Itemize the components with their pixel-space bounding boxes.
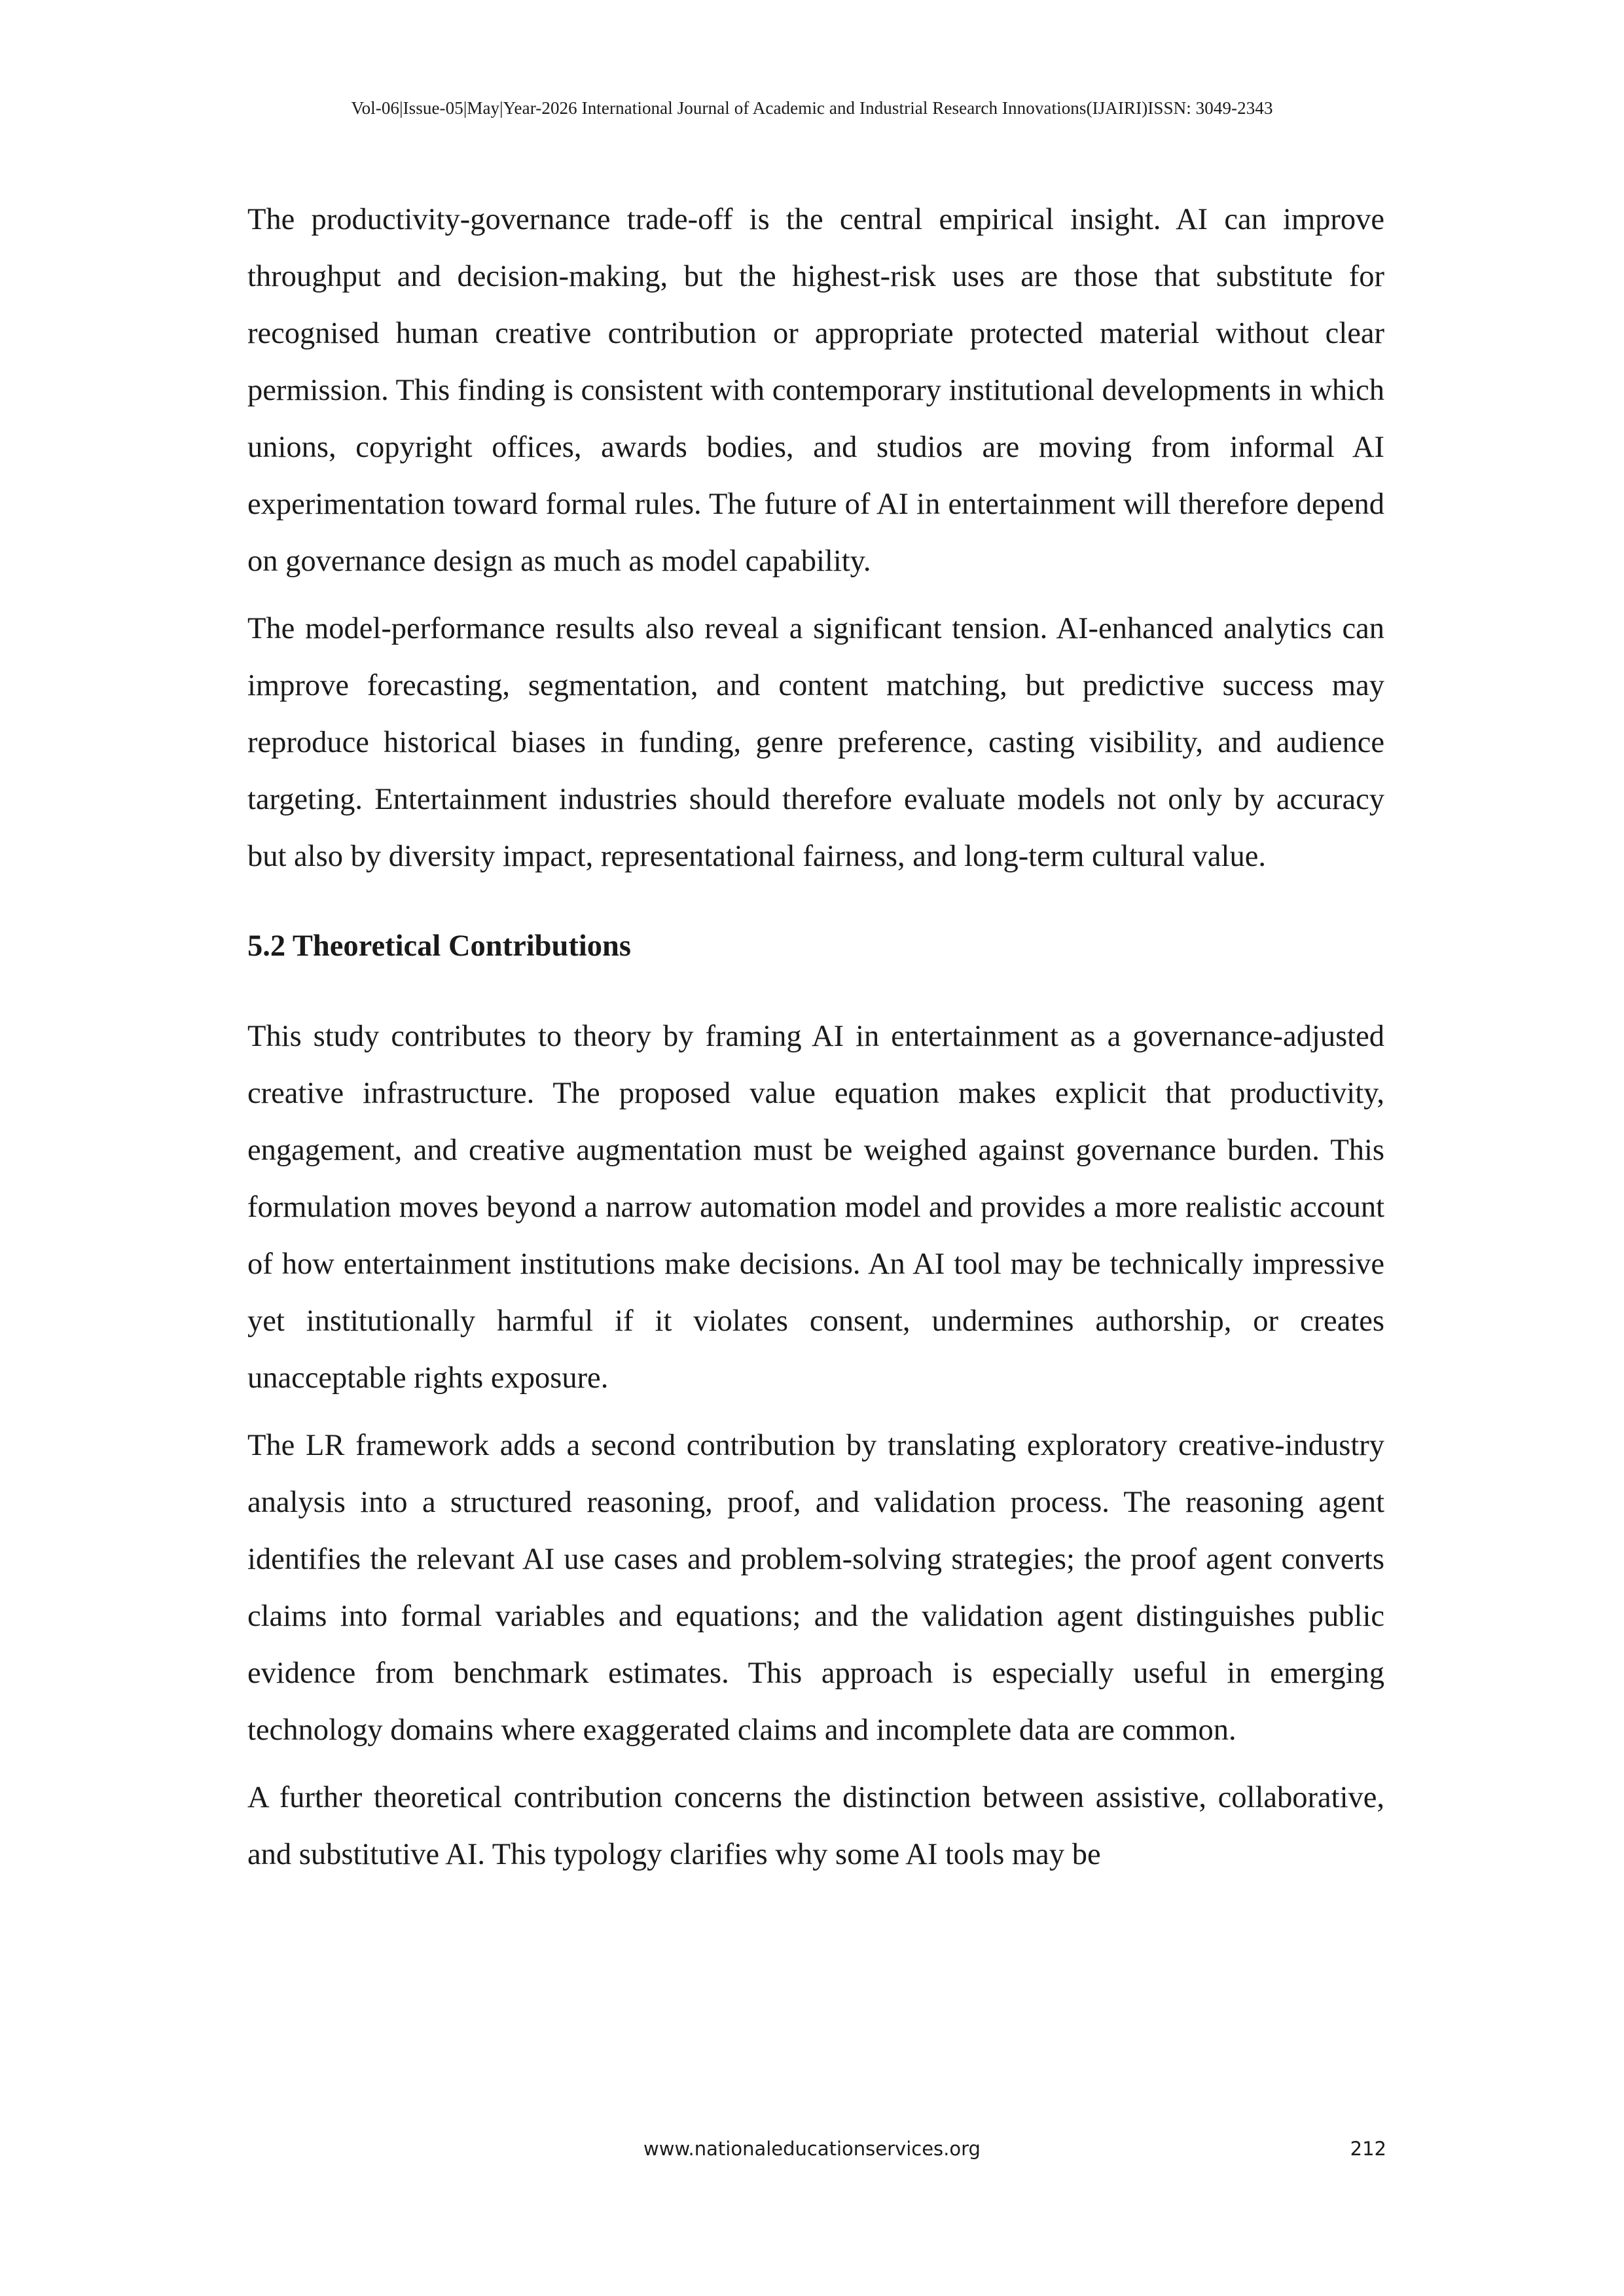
page-number: 212	[1350, 2138, 1386, 2160]
article-body	[247, 191, 1384, 1893]
body-paragraph: The LR framework adds a second contribution by translating exploratory creative-industry analysis into a structured reasoning, proof, and validation process. The reasoning agent identifies the relevant AI use cases and problem-solving strategies; the proof agent converts claims into formal variables and equations; and the validation agent distinguishes public evidence from benchmark estimates. This approach is especially useful in emerging technology domains where exaggerated claims and incomplete data are common.	[247, 1429, 1384, 1747]
footer-website: www.nationaleducationservices.org	[643, 2138, 981, 2160]
body-paragraph: The productivity-governance trade-off is the central empirical insight. AI can improve throughput and decision-making, but the highest-risk uses are those that substitute for recognised human creative contribution or appropriate protected material without clear permission. This finding is consistent with contemporary institutional developments in which unions, copyright offices, awards bodies, and studios are moving from informal AI experimentation toward formal rules. The future of AI in entertainment will therefore depend on governance design as much as model capability.	[247, 203, 1384, 578]
body-paragraph: A further theoretical contribution concerns the distinction between assistive, collaborative, and substitutive AI. This typology clarifies why some AI tools may be	[247, 1781, 1384, 1871]
running-header: Vol-06|Issue-05|May|Year-2026 International Journal of Academic and Industrial Research Innovations(IJAIRI)ISSN: 3049-2343	[351, 98, 1273, 118]
body-paragraph: The model-performance results also reveal a significant tension. AI-enhanced analytics can improve forecasting, segmentation, and content matching, but predictive success may reproduce historical biases in funding, genre preference, casting visibility, and audience targeting. Entertainment industries should therefore evaluate models not only by accuracy but also by diversity impact, representational fairness, and long-term cultural value.	[247, 612, 1384, 873]
body-paragraph: This study contributes to theory by framing AI in entertainment as a governance-adjusted creative infrastructure. The proposed value equation makes explicit that productivity, engagement, and creative augmentation must be weighed against governance burden. This formulation moves beyond a narrow automation model and provides a more realistic account of how entertainment institutions make decisions. An AI tool may be technically impressive yet institutionally harmful if it violates consent, undermines authorship, or creates unacceptable rights exposure.	[247, 1020, 1384, 1395]
section-heading: 5.2 Theoretical Contributions	[247, 929, 632, 963]
